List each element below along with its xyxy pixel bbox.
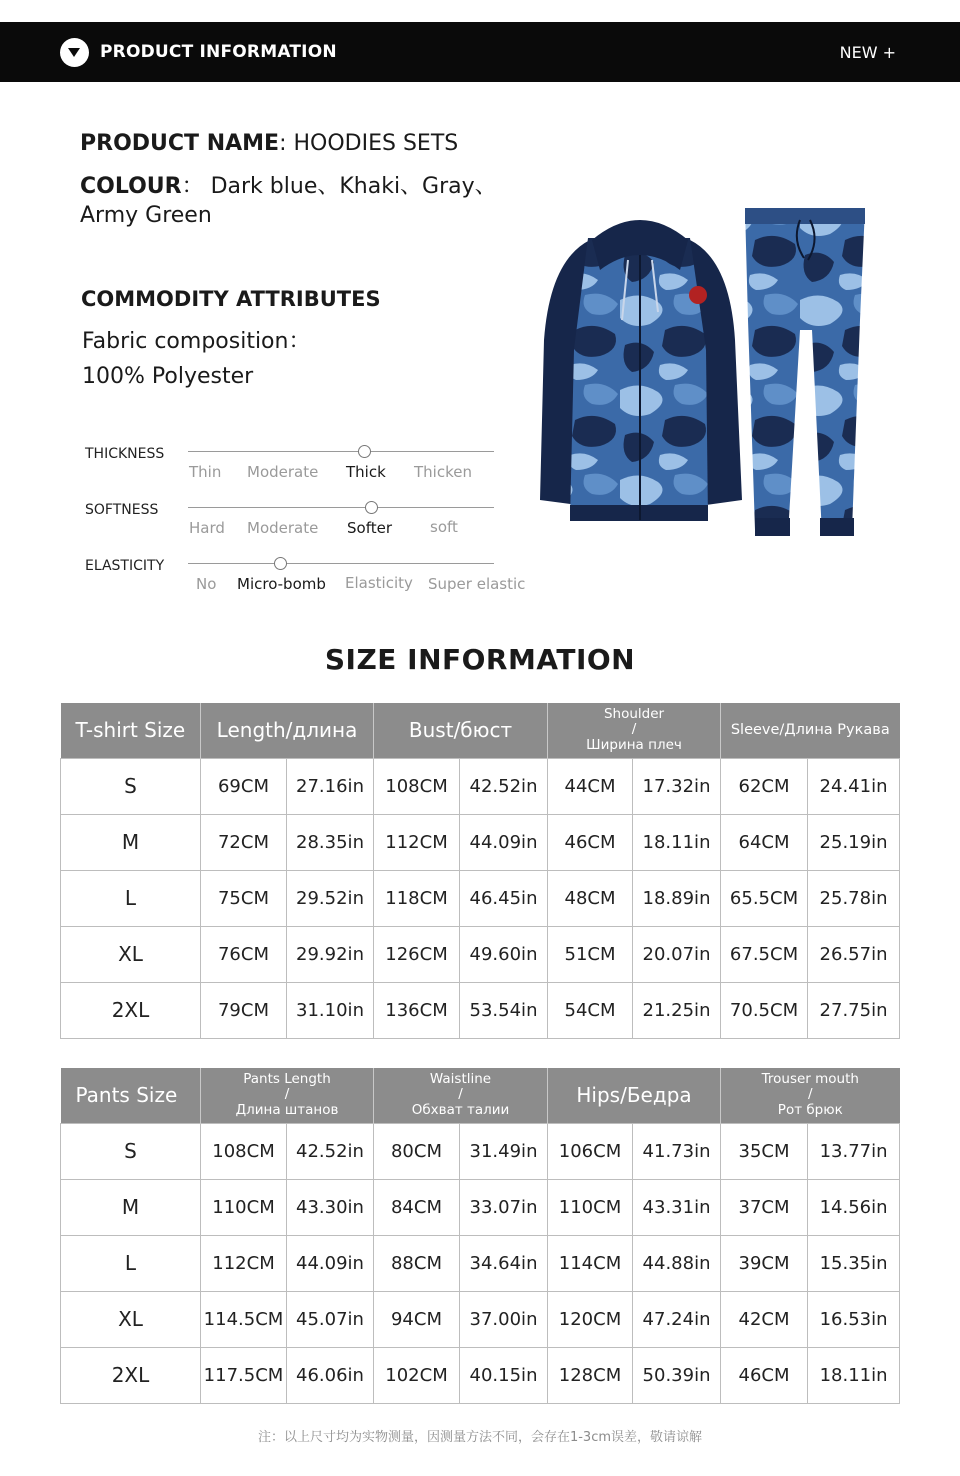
measurement-cell: 110CM (548, 1179, 633, 1235)
rating-knob (274, 557, 287, 570)
size-cell: M (61, 814, 201, 870)
measurement-cell: 18.11in (633, 814, 721, 870)
header-sleeve: Sleeve/Длина Рукава (721, 703, 900, 758)
measurement-cell: 75CM (201, 870, 287, 926)
measurement-cell: 17.32in (633, 758, 721, 814)
size-cell: 2XL (61, 1347, 201, 1403)
measurement-cell: 53.54in (460, 982, 548, 1038)
header-line: / (284, 1086, 290, 1103)
measurement-cell: 64CM (721, 814, 808, 870)
header-length: Length/длина (201, 703, 374, 758)
measurement-cell: 128CM (548, 1347, 633, 1403)
header-shoulder (548, 703, 721, 758)
section-title: PRODUCT INFORMATION (100, 42, 337, 62)
attributes-title: COMMODITY ATTRIBUTES (81, 287, 381, 311)
rating-label: THICKNESS (85, 446, 165, 462)
measurement-cell: 24.41in (808, 758, 900, 814)
size-cell: M (61, 1179, 201, 1235)
rating-option: Super elastic (428, 575, 526, 593)
header-line: Waistline (429, 1070, 492, 1087)
measurement-cell: 118CM (374, 870, 460, 926)
colour-label: COLOUR (80, 174, 182, 199)
fabric-value: 100% Polyester (82, 364, 254, 389)
colour-value: Dark blue、Khaki、Gray、Army Green (80, 174, 497, 228)
measurement-cell: 41.73in (633, 1123, 721, 1179)
measurement-cell: 16.53in (808, 1291, 900, 1347)
header-line: Shoulder (603, 705, 665, 722)
rating-option-selected: Micro-bomb (237, 575, 326, 593)
size-cell: L (61, 1235, 201, 1291)
header-hips: Hips/Бедра (548, 1068, 721, 1123)
tshirt-table-body (61, 758, 900, 1038)
header-line: Trouser mouth (761, 1070, 859, 1087)
header-line: Обхват талии (411, 1102, 510, 1118)
measurement-cell: 70.5CM (721, 982, 808, 1038)
table-row (61, 1235, 900, 1291)
measurement-cell: 79CM (201, 982, 287, 1038)
header-trouser-mouth (721, 1068, 900, 1123)
measurement-cell: 34.64in (460, 1235, 548, 1291)
measurement-cell: 44CM (548, 758, 633, 814)
measurement-cell: 50.39in (633, 1347, 721, 1403)
measurement-cell: 27.16in (287, 758, 374, 814)
measurement-cell: 29.92in (287, 926, 374, 982)
measurement-cell: 69CM (201, 758, 287, 814)
measurement-cell: 25.19in (808, 814, 900, 870)
measurement-cell: 26.57in (808, 926, 900, 982)
measurement-cell: 106CM (548, 1123, 633, 1179)
measurement-cell: 114.5CM (201, 1291, 287, 1347)
rating-option-selected: Thick (346, 463, 386, 481)
measurement-cell: 37CM (721, 1179, 808, 1235)
rating-label: SOFTNESS (85, 502, 159, 518)
header-tshirt-size: T-shirt Size (61, 703, 201, 758)
rating-option: Hard (189, 519, 225, 537)
size-cell: S (61, 1123, 201, 1179)
product-image (530, 200, 875, 550)
pants-size-table (60, 1068, 900, 1404)
measurement-cell: 126CM (374, 926, 460, 982)
chevron-down-circle-icon (60, 38, 89, 67)
rating-label: ELASTICITY (85, 558, 165, 574)
measurement-cell: 62CM (721, 758, 808, 814)
measurement-cell: 80CM (374, 1123, 460, 1179)
table-header-row (61, 703, 900, 758)
tshirt-size-table (60, 703, 900, 1039)
size-cell: L (61, 870, 201, 926)
measurement-cell: 35CM (721, 1123, 808, 1179)
measurement-cell: 46CM (721, 1347, 808, 1403)
measurement-cell: 46.06in (287, 1347, 374, 1403)
rating-knob (365, 501, 378, 514)
measurement-cell: 44.88in (633, 1235, 721, 1291)
measurement-cell: 18.89in (633, 870, 721, 926)
product-name-line: PRODUCT NAME: HOODIES SETS (80, 131, 459, 156)
header-pants-length (201, 1068, 374, 1123)
measurement-cell: 42.52in (460, 758, 548, 814)
measurement-cell: 43.31in (633, 1179, 721, 1235)
table-row (61, 814, 900, 870)
rating-option: Thin (189, 463, 222, 481)
measurement-cell: 43.30in (287, 1179, 374, 1235)
rating-option: Thicken (414, 463, 472, 481)
measurement-cell: 88CM (374, 1235, 460, 1291)
measurement-cell: 49.60in (460, 926, 548, 982)
header-line: Рот брюк (777, 1102, 843, 1118)
measurement-cell: 37.00in (460, 1291, 548, 1347)
size-cell: XL (61, 1291, 201, 1347)
size-information-title: SIZE INFORMATION (324, 643, 636, 676)
measurement-cell: 42.52in (287, 1123, 374, 1179)
measurement-cell: 112CM (374, 814, 460, 870)
measurement-cell: 120CM (548, 1291, 633, 1347)
rating-option: soft (430, 518, 458, 536)
measurement-cell: 44.09in (287, 1235, 374, 1291)
rating-track (188, 451, 494, 452)
measurement-cell: 29.52in (287, 870, 374, 926)
product-name-value: HOODIES SETS (293, 131, 459, 156)
header-line: Ширина плеч (586, 737, 682, 753)
table-row (61, 870, 900, 926)
measurement-cell: 27.75in (808, 982, 900, 1038)
measurement-cell: 108CM (374, 758, 460, 814)
table-row (61, 758, 900, 814)
measurement-cell: 15.35in (808, 1235, 900, 1291)
table-row (61, 1179, 900, 1235)
rating-option: Moderate (247, 463, 319, 481)
measurement-cell: 13.77in (808, 1123, 900, 1179)
measurement-cell: 39CM (721, 1235, 808, 1291)
pants-table-body (61, 1123, 900, 1403)
header-waistline (374, 1068, 548, 1123)
measurement-cell: 46CM (548, 814, 633, 870)
measurement-note: 注：以上尺寸均为实物测量，因测量方法不同，会存在1-3cm误差，敬请谅解 (257, 1430, 703, 1445)
header-line: Pants Length (243, 1070, 331, 1087)
rating-option-selected: Softer (347, 519, 392, 537)
measurement-cell: 42CM (721, 1291, 808, 1347)
measurement-cell: 40.15in (460, 1347, 548, 1403)
rating-option: Elasticity (345, 574, 413, 592)
product-name-label: PRODUCT NAME (80, 131, 280, 156)
measurement-cell: 21.25in (633, 982, 721, 1038)
measurement-cell: 31.10in (287, 982, 374, 1038)
header-pants-size: Pants Size (61, 1068, 201, 1123)
table-row (61, 1347, 900, 1403)
measurement-cell: 67.5CM (721, 926, 808, 982)
measurement-cell: 112CM (201, 1235, 287, 1291)
measurement-cell: 45.07in (287, 1291, 374, 1347)
header-line: / (808, 1086, 813, 1103)
measurement-cell: 72CM (201, 814, 287, 870)
table-row (61, 982, 900, 1038)
new-label: NEW + (839, 43, 896, 62)
measurement-cell: 14.56in (808, 1179, 900, 1235)
measurement-cell: 18.11in (808, 1347, 900, 1403)
measurement-cell: 28.35in (287, 814, 374, 870)
colour-line: COLOUR： Dark blue、Khaki、Gray、Army Green (80, 174, 497, 228)
measurement-cell: 110CM (201, 1179, 287, 1235)
table-row (61, 1123, 900, 1179)
rating-option: Moderate (247, 519, 319, 537)
table-row (61, 1291, 900, 1347)
measurement-cell: 25.78in (808, 870, 900, 926)
table-row (61, 926, 900, 982)
measurement-cell: 102CM (374, 1347, 460, 1403)
measurement-cell: 46.45in (460, 870, 548, 926)
rating-track (188, 507, 494, 508)
measurement-cell: 117.5CM (201, 1347, 287, 1403)
measurement-cell: 136CM (374, 982, 460, 1038)
size-cell: S (61, 758, 201, 814)
measurement-cell: 76CM (201, 926, 287, 982)
measurement-cell: 47.24in (633, 1291, 721, 1347)
rating-knob (358, 445, 371, 458)
table-header-row (61, 1068, 900, 1123)
measurement-cell: 31.49in (460, 1123, 548, 1179)
fabric-label: Fabric composition： (82, 329, 311, 354)
rating-track (188, 563, 494, 564)
measurement-cell: 20.07in (633, 926, 721, 982)
measurement-cell: 94CM (374, 1291, 460, 1347)
header-line: Длина штанов (235, 1102, 339, 1118)
measurement-cell: 108CM (201, 1123, 287, 1179)
measurement-cell: 65.5CM (721, 870, 808, 926)
measurement-cell: 114CM (548, 1235, 633, 1291)
header-line: / (458, 1086, 463, 1103)
measurement-cell: 44.09in (460, 814, 548, 870)
header-bust: Bust/бюст (374, 703, 548, 758)
rating-option: No (196, 575, 217, 593)
size-cell: XL (61, 926, 201, 982)
size-cell: 2XL (61, 982, 201, 1038)
header-line: / (631, 721, 637, 738)
measurement-cell: 54CM (548, 982, 633, 1038)
section-header-bar (0, 22, 960, 82)
measurement-cell: 33.07in (460, 1179, 548, 1235)
measurement-cell: 48CM (548, 870, 633, 926)
measurement-cell: 51CM (548, 926, 633, 982)
measurement-cell: 84CM (374, 1179, 460, 1235)
